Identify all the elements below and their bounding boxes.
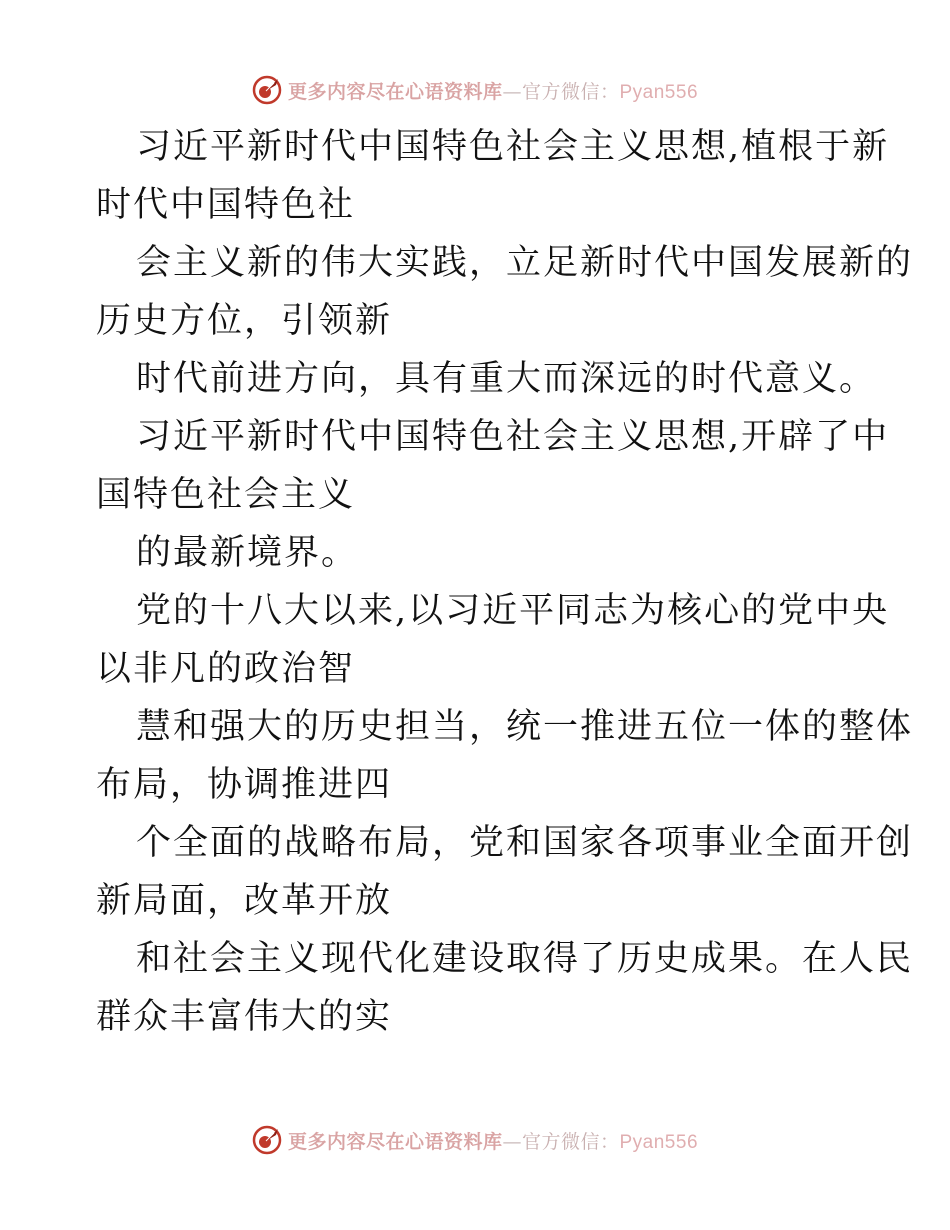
document-body — [96, 118, 914, 1046]
banner-separator: — — [502, 80, 522, 103]
text-line: 习近平新时代中国特色社会主义思想,植根于新 — [136, 127, 890, 167]
text-line: 时代中国特色社 — [96, 185, 356, 225]
text-line: 群众丰富伟大的实 — [96, 997, 393, 1037]
text-line: 国特色社会主义 — [96, 475, 356, 515]
banner-wechat-id: Pyan556 — [619, 81, 699, 103]
text-line: 时代前进方向，具有重大而深远的时代意义。 — [136, 359, 877, 399]
text-line: 新局面，改革开放 — [96, 881, 393, 921]
text-line: 党的十八大以来,以习近平同志为核心的党中央 — [136, 591, 890, 631]
text-line: 慧和强大的历史担当，统一推进五位一体的整体 — [136, 707, 914, 747]
banner-separator: — — [502, 1130, 522, 1153]
quill-pen-logo-icon — [252, 75, 282, 105]
banner-slogan: 更多内容尽在心语资料库 — [287, 80, 503, 103]
text-line: 会主义新的伟大实践，立足新时代中国发展新的 — [136, 243, 914, 283]
text-line: 习近平新时代中国特色社会主义思想,开辟了中 — [136, 417, 890, 457]
quill-pen-logo-icon — [252, 1125, 282, 1155]
text-line: 的最新境界。 — [136, 533, 359, 573]
text-line: 和社会主义现代化建设取得了历史成果。在人民 — [136, 939, 914, 979]
header-banner — [0, 70, 950, 110]
banner-wechat-label: 官方微信： — [521, 80, 620, 103]
banner-wechat-id: Pyan556 — [619, 1131, 699, 1153]
text-line: 个全面的战略布局，党和国家各项事业全面开创 — [136, 823, 914, 863]
banner-wechat-label: 官方微信： — [521, 1130, 620, 1153]
footer-banner-text — [288, 1127, 698, 1154]
banner-slogan: 更多内容尽在心语资料库 — [287, 1130, 503, 1153]
text-line: 以非凡的政治智 — [96, 649, 356, 689]
footer-banner — [0, 1120, 950, 1160]
text-line: 布局，协调推进四 — [96, 765, 393, 805]
text-line: 历史方位，引领新 — [96, 301, 393, 341]
header-banner-text — [288, 77, 698, 104]
